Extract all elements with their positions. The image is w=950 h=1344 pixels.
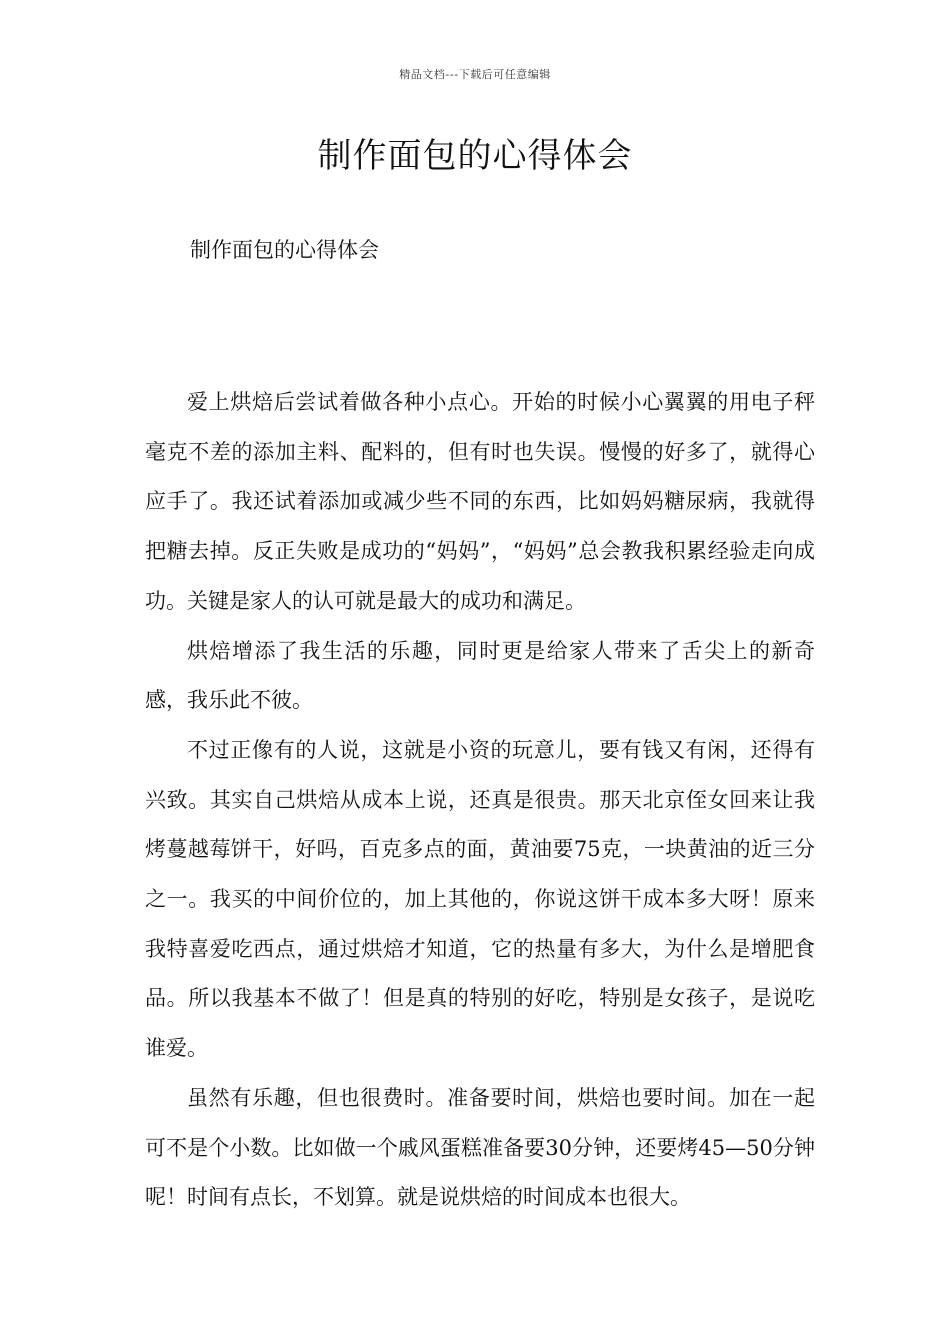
paragraph-2: 烘焙增添了我生活的乐趣，同时更是给家人带来了舌尖上的新奇感，我乐此不彼。: [145, 638, 815, 713]
document-body: [145, 378, 815, 1223]
document-subtitle: 制作面包的心得体会: [190, 238, 379, 262]
paragraph-4: 虽然有乐趣，但也很费时。准备要时间，烘焙也要时间。加在一起可不是个小数。比如做一个戚风蛋糕准备要30分钟，还要烤45—50分钟呢！时间有点长，不划算。就是说烘焙的时间成本也很大。: [145, 1085, 815, 1210]
paragraph-3: 不过正像有的人说，这就是小资的玩意儿，要有钱又有闲，还得有兴致。其实自己烘焙从成本上说，还真是很贵。那天北京侄女回来让我烤蔓越莓饼干，好吗，百克多点的面，黄油要75克，一块黄油的近三分之一。我买的中间价位的，加上其他的，你说这饼干成本多大呀！原来我特喜爱吃西点，通过烘焙才知道，它的热量有多大，为什么是增肥食品。所以我基本不做了！但是真的特别的好吃，特别是女孩子，是说吃谁爱。: [145, 737, 815, 1061]
paragraph-1: 爱上烘焙后尝试着做各种小点心。开始的时候小心翼翼的用电子秤毫克不差的添加主料、配料的，但有时也失误。慢慢的好多了，就得心应手了。我还试着添加或减少些不同的东西，比如妈妈糖尿病，我就得把糖去掉。反正失败是成功的“妈妈”，“妈妈”总会教我积累经验走向成功。关键是家人的认可就是最大的成功和满足。: [145, 390, 815, 613]
header-note: 精品文档---下载后可任意编辑: [399, 68, 551, 81]
document-title: 制作面包的心得体会: [317, 136, 633, 176]
